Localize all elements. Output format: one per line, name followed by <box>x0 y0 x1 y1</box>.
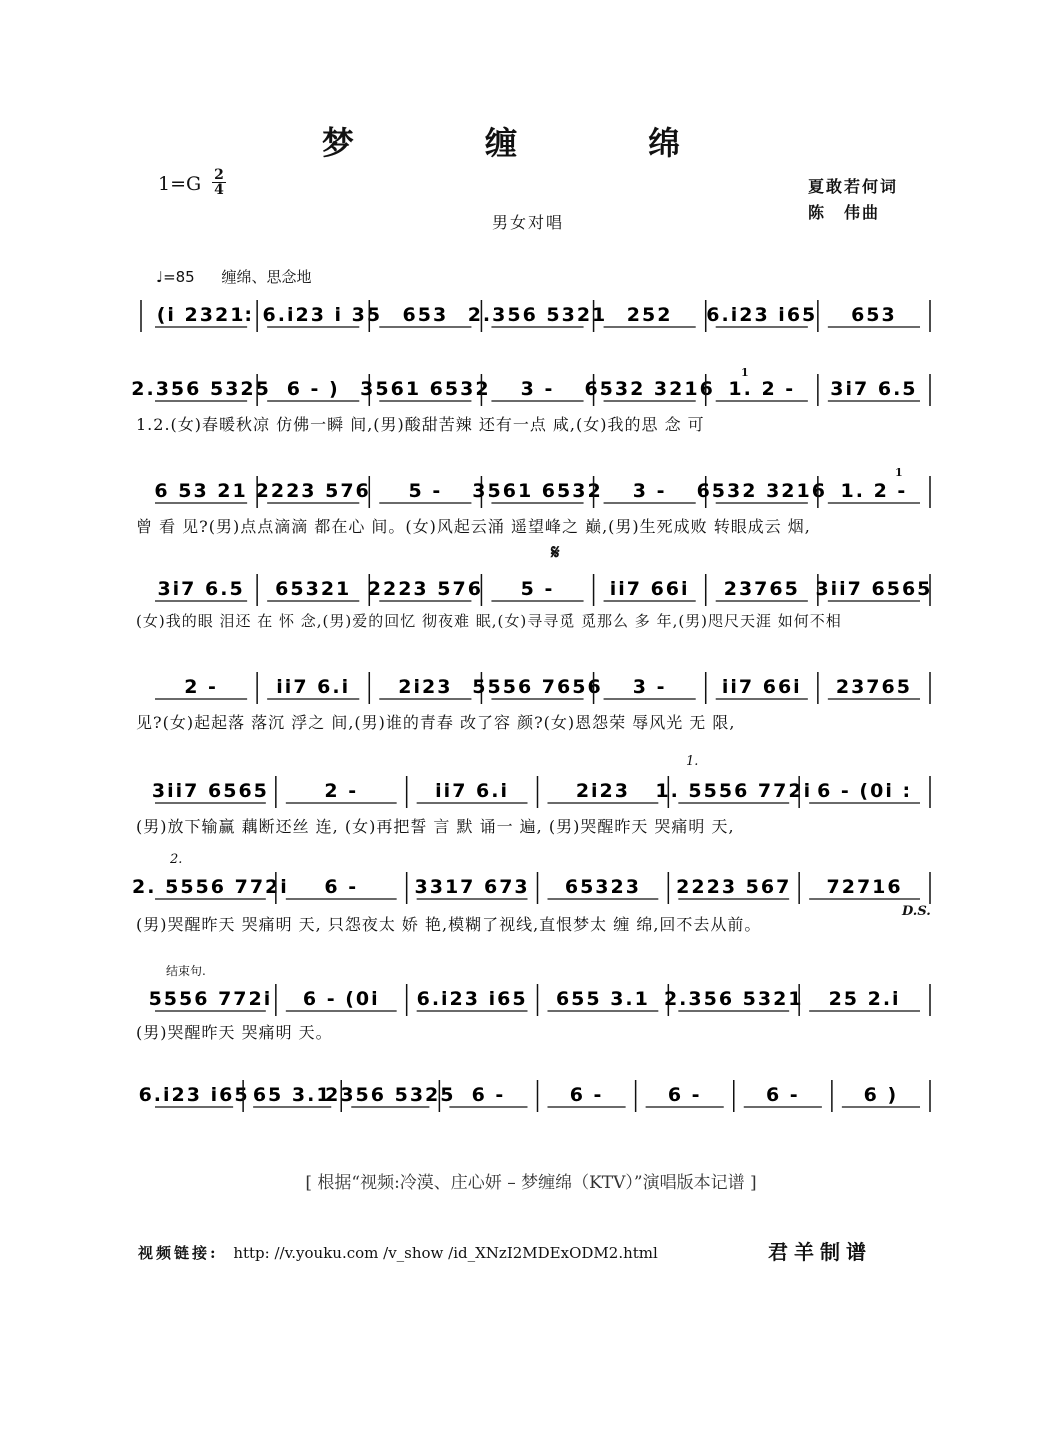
measure-notes: 3317 673 <box>414 876 530 898</box>
measure-svg <box>0 370 1062 410</box>
measure-notes: 6 - (0i <box>302 988 380 1010</box>
measure-notes: 6 - (0i : <box>817 780 913 802</box>
measure-notes: 6 53 21 <box>154 480 248 502</box>
measure-svg <box>0 668 1062 708</box>
note-line <box>0 668 1062 708</box>
volta-12-label-b: 1 <box>895 466 903 479</box>
measure-notes: 2.356 5321 <box>467 304 608 326</box>
measure-notes: 653 <box>402 304 449 326</box>
measure-svg <box>0 772 1062 812</box>
measure-notes: 23765 <box>723 578 800 600</box>
page-title: 梦 缠 绵 <box>321 124 741 162</box>
measure-notes: 65321 <box>275 578 352 600</box>
volta-1-label: 1. <box>686 754 699 769</box>
measure-notes: 3 - <box>632 676 667 698</box>
lyricist: 夏敢若何词 <box>808 177 899 196</box>
measure-notes: 2i23 <box>575 780 631 802</box>
lyric-line: 曾 看 见?(男)点点滴滴 都在心 间。(女)风起云涌 遥望峰之 巅,(男)生死成败 转眼成云 烟, <box>136 517 811 536</box>
measure-notes: 5 - <box>520 578 555 600</box>
note-line <box>0 980 1062 1020</box>
note-line <box>0 370 1062 410</box>
video-link-label: 视频链接: <box>138 1244 219 1262</box>
measure-notes: (i 2321 <box>156 304 246 326</box>
measure-notes: 3561 6532 <box>472 480 603 502</box>
measure-notes: : 6.i23 i 35 <box>244 304 383 326</box>
lyric-line: (男)哭醒昨天 哭痛明 天, 只怨夜太 娇 艳,模糊了视线,直恨梦太 缠 绵,回不去从前。 <box>136 915 762 934</box>
tempo-line <box>156 266 312 287</box>
measure-notes: 2223 576 <box>367 578 483 600</box>
measure-notes: 2223 576 <box>255 480 371 502</box>
measure-notes: 2223 567 <box>676 876 792 898</box>
composer: 陈 伟曲 <box>808 203 881 222</box>
measure-notes: 6 - <box>471 1084 506 1106</box>
source-note: [ 根据“视频:冷漠、庄心妍 – 梦缠绵（KTV）”演唱版本记谱 ] <box>305 1173 757 1193</box>
note-line <box>0 772 1062 812</box>
key-signature: 1=G <box>158 173 202 195</box>
measure-notes: 3561 6532 <box>360 378 491 400</box>
video-link-url[interactable]: http: //v.youku.com /v_show /id_XNzI2MDExODM2.html <box>233 1244 658 1262</box>
lyric-line: (男)哭醒昨天 哭痛明 天。 <box>136 1023 333 1042</box>
note-line <box>0 1076 1062 1116</box>
measure-notes: 3i7 6.5 <box>830 378 918 400</box>
measure-notes: 3 - <box>632 480 667 502</box>
measure-notes: 2 - <box>324 780 359 802</box>
measure-notes: 6 - <box>667 1084 702 1106</box>
measure-notes: 65323 <box>564 876 641 898</box>
measure-notes: 23765 <box>835 676 912 698</box>
credits <box>808 174 898 226</box>
measure-notes: 3 - <box>520 378 555 400</box>
expression-mark: 缠绵、思念地 <box>221 268 312 286</box>
measure-notes: ii7 66i <box>721 676 802 698</box>
ds-mark: D.S. <box>902 904 931 919</box>
measure-notes: 2i23 <box>398 676 453 698</box>
measure-notes: 5 - <box>408 480 443 502</box>
measure-notes: 6532 3216 <box>584 378 715 400</box>
measure-svg <box>0 472 1062 512</box>
measure-svg <box>0 570 1062 610</box>
measure-notes: 2.356 5321 <box>663 988 804 1010</box>
performance-mode: 男女对唱 <box>492 213 565 232</box>
lyric-line: 1.2.(女)春暖秋凉 仿佛一瞬 间,(男)酸甜苦辣 还有一点 咸,(女)我的思 念 可 <box>136 415 705 434</box>
measure-notes: 2.356 5325 <box>131 378 271 400</box>
measure-notes: 6.i23 i65 <box>706 304 818 326</box>
measure-notes: 2356 5325 <box>325 1084 456 1106</box>
measure-notes: 1. 2 - <box>728 378 796 400</box>
transcriber-seal: 君羊制谱 <box>768 1240 872 1264</box>
measure-notes: 653 <box>851 304 897 326</box>
segno-sign: 𝄋 <box>551 540 560 564</box>
measure-notes: 25 2.i <box>828 988 901 1010</box>
measure-svg <box>0 980 1062 1020</box>
note-line <box>0 570 1062 610</box>
measure-notes: 5556 772i <box>148 988 273 1010</box>
volta-2-label: 2. <box>170 852 183 867</box>
measure-notes: ii7 6.i <box>276 676 351 698</box>
measure-notes: 1. 2 - <box>840 480 908 502</box>
measure-notes: ii7 6.i <box>435 780 509 802</box>
measure-notes: 6 - <box>324 876 359 898</box>
tempo-mark: ♩=85 <box>156 268 195 286</box>
measure-notes: 6 ) <box>863 1084 899 1106</box>
measure-notes: 6.i23 i65 <box>138 1084 250 1106</box>
measure-notes: 2 - <box>184 676 218 698</box>
measure-notes: 2. 5556 772i <box>132 876 289 898</box>
measure-notes: 72716 <box>826 876 903 898</box>
measure-notes: 6.i23 i65 <box>416 988 528 1010</box>
meter-bottom: 4 <box>214 182 224 198</box>
measure-notes: 1. 5556 772i <box>655 780 813 802</box>
measure-svg <box>0 1076 1062 1116</box>
measure-notes: 252 <box>626 304 673 326</box>
measure-notes: 5556 7656 <box>472 676 603 698</box>
measure-notes: 3ii7 6565 <box>815 578 933 600</box>
measure-notes: ii7 66i <box>609 578 690 600</box>
time-signature <box>212 168 226 197</box>
note-line <box>0 868 1062 908</box>
measure-notes: 6 - <box>765 1084 800 1106</box>
lyric-line: 见?(女)起起落 落沉 浮之 间,(男)谁的青春 改了容 颜?(女)恩怨荣 辱风光 无 限, <box>136 713 736 732</box>
lyric-line: (女)我的眼 泪还 在 怀 念,(男)爱的回忆 彻夜难 眠,(女)寻寻觅 觅那么 多 年,(男)咫尺天涯 如何不相 <box>136 612 842 630</box>
volta-12-label-a: 1 <box>741 366 749 379</box>
measure-svg <box>0 868 1062 908</box>
measure-notes: 3i7 6.5 <box>157 578 245 600</box>
measure-notes: 3ii7 6565 <box>151 780 269 802</box>
measure-notes: 6532 3216 <box>696 480 827 502</box>
measure-svg <box>0 296 1062 336</box>
measure-notes: 65 3.1 <box>252 1084 332 1106</box>
measure-notes: 655 3.1 <box>555 988 650 1010</box>
lyric-line: (男)放下输赢 藕断还丝 连, (女)再把誓 言 默 诵一 遍, (男)哭醒昨天 哭痛明 天, <box>136 817 735 836</box>
note-line <box>0 472 1062 512</box>
video-link <box>138 1242 658 1263</box>
meter-top: 2 <box>212 168 226 183</box>
measure-notes: 6 - <box>569 1084 604 1106</box>
coda-label: 结束句. <box>166 964 206 978</box>
measure-notes: 6 - ) <box>286 378 340 400</box>
note-line <box>0 296 1062 336</box>
